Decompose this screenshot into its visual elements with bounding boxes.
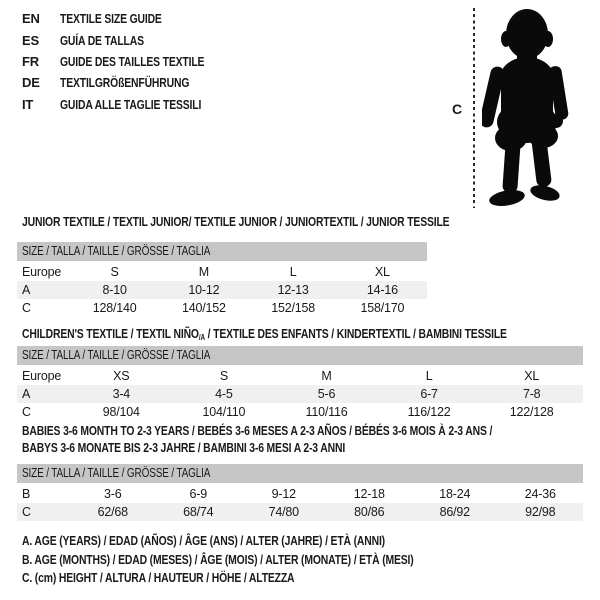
table-row-europe — [17, 263, 427, 281]
table-cell: 10-12 — [188, 283, 220, 297]
table-header-bar — [17, 464, 583, 483]
table-cell: 116/122 — [407, 405, 451, 419]
table-cell: 6-9 — [189, 487, 207, 501]
table-cell: 122/128 — [509, 405, 554, 419]
row-label: A — [22, 387, 31, 401]
table-cell: 98/104 — [102, 405, 140, 419]
table-cell: 14-16 — [366, 283, 398, 297]
table-row-months — [17, 485, 583, 503]
table-cell: 3-4 — [112, 387, 131, 401]
section-title-babies — [22, 422, 492, 456]
row-label: A — [22, 283, 31, 297]
language-row-es — [22, 29, 240, 50]
row-label: C — [22, 405, 31, 419]
language-label: GUIDE DES TAILLES TEXTILE — [60, 53, 205, 69]
section-title-children — [22, 326, 507, 342]
section-title-line1: BABIES 3-6 MONTH TO 2-3 YEARS / BEBÉS 3-6 MESES A 2-3 AÑOS / BÉBÉS 3-6 MOIS À 2-3 ANS / — [22, 423, 493, 438]
language-label: GUÍA DE TALLAS — [60, 32, 144, 48]
table-cell: 3-6 — [104, 487, 122, 501]
language-label: TEXTILE SIZE GUIDE — [60, 11, 162, 27]
language-code: FR — [22, 53, 39, 69]
table-row-europe — [17, 367, 583, 385]
table-cell: 86/92 — [439, 505, 470, 519]
table-cell: XL — [524, 369, 540, 383]
table-header-label: SIZE / TALLA / TAILLE / GRÖSSE / TAGLIA — [22, 348, 211, 362]
junior-size-table — [17, 242, 427, 317]
table-cell: M — [321, 369, 332, 383]
table-cell: 4-5 — [215, 387, 233, 401]
language-list — [22, 8, 240, 115]
table-row-height — [17, 403, 583, 421]
language-code: EN — [22, 11, 40, 27]
table-rows — [17, 263, 427, 317]
table-cell: 62/68 — [97, 505, 128, 519]
language-row-de — [22, 72, 240, 93]
table-header-bar — [17, 346, 583, 365]
table-cell: 8-10 — [102, 283, 127, 297]
section-title-line2: BABYS 3-6 MONATE BIS 2-3 JAHRE / BAMBINI 3-6 MESI A 2-3 ANNI — [22, 440, 346, 455]
language-row-it — [22, 94, 240, 115]
section-title-subscript: /A — [198, 333, 205, 342]
section-title-suffix: / TEXTILE DES ENFANTS / KINDERTEXTIL / BAMBINI TESSILE — [204, 326, 507, 341]
language-row-en — [22, 8, 240, 29]
table-header-label: SIZE / TALLA / TAILLE / GRÖSSE / TAGLIA — [22, 244, 211, 258]
table-cell: XL — [374, 265, 390, 279]
table-cell: 18-24 — [439, 487, 471, 501]
table-row-age — [17, 385, 583, 403]
table-cell: S — [110, 265, 119, 279]
language-code: IT — [22, 96, 34, 112]
table-header-bar — [17, 242, 427, 261]
table-cell: 74/80 — [268, 505, 299, 519]
legend-footnotes — [22, 533, 512, 589]
language-row-fr — [22, 51, 240, 72]
baby-silhouette-icon — [482, 6, 570, 208]
table-cell: 12-18 — [353, 487, 385, 501]
language-code: DE — [22, 75, 40, 91]
language-label: GUIDA ALLE TAGLIE TESSILI — [60, 96, 202, 112]
footnote-height: C. (cm) HEIGHT / ALTURA / HAUTEUR / HÖHE / ALTEZZA — [22, 570, 295, 585]
table-cell: M — [198, 265, 209, 279]
table-cell: 7-8 — [522, 387, 541, 401]
table-cell: XS — [113, 369, 130, 383]
table-cell: 80/86 — [354, 505, 385, 519]
table-header-label: SIZE / TALLA / TAILLE / GRÖSSE / TAGLIA — [22, 466, 211, 480]
table-cell: L — [425, 369, 433, 383]
language-code: ES — [22, 32, 39, 48]
table-cell: 9-12 — [271, 487, 296, 501]
table-rows — [17, 485, 583, 521]
footnote-age-months: B. AGE (MONTHS) / EDAD (MESES) / ÂGE (MOIS) / ALTER (MONATE) / ETÀ (MESI) — [22, 551, 414, 567]
table-cell: 110/116 — [305, 405, 348, 419]
babies-size-table — [17, 464, 583, 521]
row-label: Europe — [22, 369, 62, 383]
table-cell: 140/152 — [181, 301, 226, 315]
row-label: B — [22, 487, 31, 501]
table-cell: 24-36 — [524, 487, 556, 501]
table-cell: S — [219, 369, 228, 383]
section-title-prefix: CHILDREN'S TEXTILE / TEXTIL NIÑO — [22, 326, 199, 341]
table-cell: 104/110 — [202, 405, 246, 419]
section-title-junior: JUNIOR TEXTILE / TEXTIL JUNIOR/ TEXTILE JUNIOR / JUNIORTEXTIL / JUNIOR TESSILE — [22, 214, 450, 229]
table-cell: 152/158 — [271, 301, 316, 315]
row-label: C — [22, 301, 31, 315]
table-cell: 12-13 — [277, 283, 309, 297]
row-label: C — [22, 505, 31, 519]
table-row-height — [17, 503, 583, 521]
height-measure-label: C — [452, 101, 463, 117]
table-cell: 128/140 — [92, 301, 137, 315]
children-size-table — [17, 346, 583, 421]
footnote-age-years: A. AGE (YEARS) / EDAD (AÑOS) / ÂGE (ANS) / ALTER (JAHRE) / ETÀ (ANNI) — [22, 533, 385, 548]
table-row-height — [17, 299, 427, 317]
table-cell: 92/98 — [525, 505, 556, 519]
table-row-age — [17, 281, 427, 299]
table-cell: 6-7 — [420, 387, 438, 401]
table-cell: 5-6 — [317, 387, 336, 401]
height-measure-line — [473, 8, 475, 208]
table-cell: 68/74 — [183, 505, 214, 519]
language-label: TEXTILGRÖßENFÜHRUNG — [60, 75, 190, 91]
table-rows — [17, 367, 583, 421]
table-cell: L — [289, 265, 297, 279]
row-label: Europe — [22, 265, 62, 279]
table-cell: 158/170 — [360, 301, 405, 315]
